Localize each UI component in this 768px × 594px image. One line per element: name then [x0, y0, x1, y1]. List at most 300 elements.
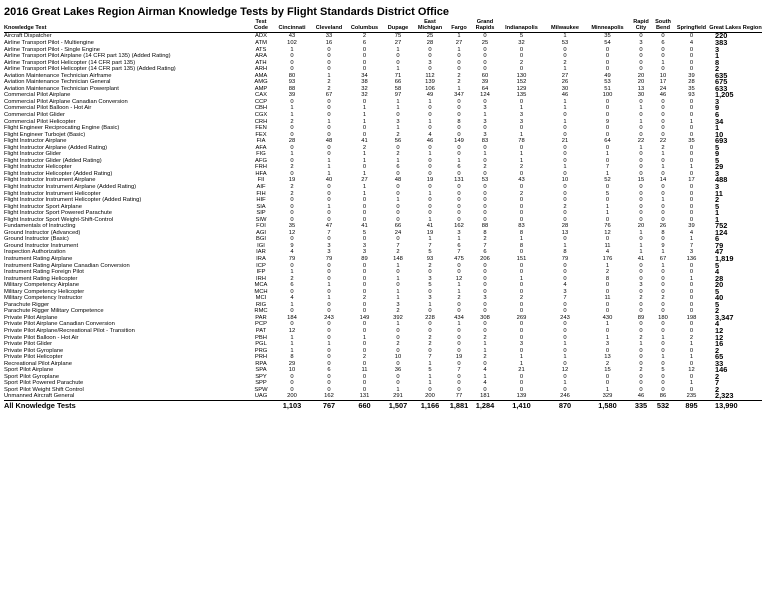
- count-cell: 0: [290, 131, 294, 138]
- test-code-cell: SIW: [255, 216, 267, 223]
- count-cell: 2: [563, 203, 567, 210]
- count-cell: 0: [327, 197, 331, 204]
- count-cell: 3: [457, 229, 461, 236]
- count-cell: 0: [605, 380, 610, 387]
- count-cell: 0: [362, 46, 367, 53]
- test-name-cell: Airline Transport Pilot Helicopter (14 CFR part 135) (Added Rating): [4, 66, 176, 73]
- count-cell: 3: [362, 242, 367, 249]
- count-cell: 22: [659, 138, 667, 145]
- test-name-cell: Flight Instructor Helicopter (Added Rating): [4, 170, 113, 177]
- test-name-cell: Instrument Rating Helicopter: [4, 275, 78, 282]
- region-total-cell: 383: [715, 39, 728, 47]
- count-cell: 0: [639, 347, 643, 354]
- test-name-cell: Commercial Pilot Balloon - Hot Air: [4, 105, 92, 112]
- count-cell: 0: [327, 183, 331, 190]
- count-cell: 0: [563, 334, 567, 341]
- count-cell: 0: [327, 105, 331, 112]
- count-cell: 0: [327, 125, 331, 132]
- count-cell: 2: [290, 183, 294, 190]
- test-code-cell: FEX: [255, 131, 267, 138]
- count-cell: 1: [661, 151, 665, 158]
- count-cell: 0: [661, 118, 665, 125]
- count-cell: 2: [661, 144, 665, 151]
- test-code-cell: SPP: [255, 380, 267, 387]
- count-cell: 0: [639, 386, 643, 393]
- totals-cell: 870: [545, 401, 585, 412]
- count-cell: 1: [290, 341, 294, 348]
- count-cell: 0: [563, 111, 567, 118]
- count-cell: 0: [362, 125, 367, 132]
- count-cell: 0: [639, 131, 643, 138]
- count-cell: 1: [563, 105, 567, 112]
- count-cell: 0: [563, 190, 567, 197]
- count-cell: 0: [290, 125, 294, 132]
- column-header: Springfield: [676, 25, 707, 32]
- count-cell: 3: [519, 118, 524, 125]
- test-code-cell: PAT: [255, 328, 267, 335]
- count-cell: 0: [362, 341, 367, 348]
- count-cell: 0: [563, 131, 567, 138]
- test-name-cell: Airline Transport Pilot Airplane (14 CFR part 135) (Added Rating): [4, 53, 171, 60]
- count-cell: 0: [362, 262, 367, 269]
- region-total-cell: 9: [715, 151, 720, 158]
- test-name-cell: Private Pilot Helicopter: [4, 354, 63, 361]
- count-cell: 0: [483, 125, 487, 132]
- count-cell: 29: [288, 360, 296, 367]
- count-cell: 39: [688, 223, 695, 230]
- count-cell: 1: [457, 282, 461, 289]
- count-cell: 89: [361, 256, 368, 262]
- test-name-cell: Flight Instructor Airplane (Added Rating): [4, 144, 108, 151]
- count-cell: 181: [480, 393, 490, 400]
- test-code-cell: FIH: [256, 190, 266, 197]
- count-cell: 0: [689, 105, 694, 112]
- count-cell: 64: [604, 138, 611, 145]
- count-cell: 0: [563, 347, 567, 354]
- count-cell: 1: [428, 360, 432, 367]
- count-cell: 0: [457, 183, 461, 190]
- count-cell: 1: [661, 354, 665, 361]
- region-total-cell: 6: [715, 111, 720, 119]
- test-code-cell: SPA: [255, 367, 267, 374]
- test-name-cell: Aviation Maintenance Technician Airframe: [4, 72, 112, 79]
- column-header: Rapid City: [633, 19, 649, 32]
- count-cell: 0: [428, 125, 432, 132]
- test-code-cell: RIG: [255, 301, 267, 308]
- count-cell: 162: [324, 393, 334, 400]
- region-total-cell: 34: [715, 118, 724, 126]
- test-code-cell: AMG: [254, 79, 268, 86]
- count-cell: 4: [689, 39, 694, 46]
- count-cell: 0: [457, 170, 461, 177]
- test-code-cell: AGI: [256, 229, 266, 236]
- count-cell: 0: [362, 282, 367, 289]
- count-cell: 0: [290, 216, 294, 223]
- count-cell: 7: [689, 242, 694, 249]
- count-cell: 1: [428, 301, 432, 308]
- count-cell: 1: [661, 249, 665, 256]
- count-cell: 0: [605, 59, 610, 66]
- totals-cell: 1,166: [414, 401, 446, 412]
- count-cell: 0: [661, 275, 665, 282]
- test-code-cell: RMC: [254, 308, 268, 315]
- count-cell: 15: [637, 177, 645, 184]
- test-code-cell: CAX: [255, 92, 267, 99]
- count-cell: 8: [519, 242, 524, 249]
- region-total-cell: 4: [715, 269, 720, 276]
- count-cell: 0: [457, 59, 461, 66]
- count-cell: 0: [483, 157, 487, 164]
- count-cell: 56: [394, 138, 402, 145]
- count-cell: 0: [689, 203, 694, 210]
- count-cell: 0: [689, 59, 694, 66]
- count-cell: 4: [605, 249, 610, 256]
- count-cell: 1: [396, 46, 400, 53]
- count-cell: 0: [689, 111, 694, 118]
- count-cell: 0: [661, 125, 665, 132]
- count-cell: 1: [396, 386, 400, 393]
- count-cell: 38: [361, 79, 368, 86]
- count-cell: 36: [394, 367, 402, 374]
- count-cell: 0: [483, 46, 487, 53]
- count-cell: 2: [519, 59, 524, 66]
- count-cell: 7: [563, 295, 567, 302]
- count-cell: 6: [290, 282, 294, 289]
- test-name-cell: Aviation Maintenance Technician Powerplant: [4, 85, 119, 92]
- count-cell: 0: [483, 183, 487, 190]
- count-cell: 9: [290, 242, 294, 249]
- count-cell: 47: [325, 223, 333, 230]
- count-cell: 0: [639, 157, 643, 164]
- test-code-cell: CCP: [254, 98, 268, 105]
- count-cell: 2: [428, 341, 432, 348]
- count-cell: 17: [659, 79, 667, 86]
- test-name-cell: Flight Instructor Instrument Helicopter: [4, 190, 101, 197]
- count-cell: 2: [689, 334, 694, 341]
- count-cell: 0: [689, 328, 694, 335]
- count-cell: 0: [639, 164, 643, 171]
- count-cell: 0: [428, 347, 432, 354]
- count-cell: 0: [483, 288, 487, 295]
- count-cell: 1: [639, 144, 643, 151]
- count-cell: 0: [483, 98, 487, 105]
- column-header: Great Lakes Region: [709, 25, 762, 32]
- count-cell: 1: [428, 151, 432, 158]
- count-cell: 4: [689, 229, 694, 236]
- count-cell: 0: [327, 190, 331, 197]
- count-cell: 0: [290, 373, 294, 380]
- count-cell: 1: [290, 111, 294, 118]
- region-total-cell: 488: [715, 177, 728, 184]
- test-code-cell: AMP: [254, 85, 268, 92]
- count-cell: 12: [561, 367, 569, 374]
- count-cell: 1: [457, 288, 461, 295]
- count-cell: 0: [327, 236, 331, 243]
- count-cell: 0: [327, 386, 331, 393]
- count-cell: 0: [519, 170, 524, 177]
- region-total-cell: 8: [715, 59, 720, 67]
- count-cell: 8: [457, 118, 461, 125]
- count-cell: 0: [519, 183, 524, 190]
- region-total-cell: 2: [715, 373, 720, 381]
- region-total-cell: 12: [715, 328, 724, 335]
- count-cell: 1: [457, 157, 461, 164]
- count-cell: 1: [428, 190, 432, 197]
- count-cell: 20: [637, 223, 645, 230]
- test-code-cell: IGI: [257, 242, 265, 249]
- count-cell: 0: [362, 236, 367, 243]
- count-cell: 79: [561, 256, 569, 262]
- count-cell: 0: [483, 210, 487, 217]
- count-cell: 0: [457, 360, 461, 367]
- count-cell: 12: [688, 367, 695, 374]
- totals-cell: 1,580: [585, 401, 630, 412]
- count-cell: 71: [394, 72, 402, 79]
- count-cell: 0: [519, 334, 524, 341]
- count-cell: 1: [689, 164, 694, 171]
- test-code-cell: FOI: [256, 223, 266, 230]
- count-cell: 0: [428, 53, 432, 60]
- count-cell: 2: [605, 360, 610, 367]
- count-cell: 28: [688, 79, 695, 86]
- test-code-cell: CGX: [254, 111, 268, 118]
- count-cell: 2: [290, 164, 294, 171]
- count-cell: 1: [605, 386, 610, 393]
- count-cell: 1: [605, 321, 610, 328]
- count-cell: 0: [457, 380, 461, 387]
- count-cell: 0: [428, 203, 432, 210]
- count-cell: 0: [428, 328, 432, 335]
- count-cell: 48: [394, 177, 402, 184]
- region-total-cell: 7: [715, 380, 720, 387]
- count-cell: 83: [518, 223, 525, 230]
- count-cell: 1: [396, 262, 400, 269]
- count-cell: 0: [563, 275, 567, 282]
- count-cell: 1: [563, 341, 567, 348]
- count-cell: 1: [327, 72, 331, 79]
- test-name-cell: Sport Pilot Gyroplane: [4, 373, 60, 380]
- count-cell: 0: [639, 53, 643, 60]
- count-cell: 1: [327, 118, 331, 125]
- test-name-cell: Airline Transport Pilot - Single Engine: [4, 46, 101, 53]
- count-cell: 6: [457, 164, 461, 171]
- region-total-cell: 3,347: [715, 314, 734, 322]
- count-cell: 58: [394, 85, 402, 92]
- count-cell: 0: [689, 321, 694, 328]
- region-total-cell: 65: [715, 354, 724, 361]
- count-cell: 0: [483, 203, 487, 210]
- count-cell: 39: [688, 72, 695, 79]
- column-header: Grand Rapids: [475, 19, 495, 32]
- column-header: Columbus: [350, 25, 379, 32]
- count-cell: 7: [605, 164, 610, 171]
- test-name-cell: Unmanned Aircraft General: [4, 393, 75, 400]
- count-cell: 0: [327, 347, 331, 354]
- count-cell: 0: [563, 236, 567, 243]
- count-cell: 0: [661, 341, 665, 348]
- count-cell: 243: [560, 314, 570, 321]
- count-cell: 139: [516, 393, 527, 400]
- count-cell: 0: [689, 288, 694, 295]
- count-cell: 6: [396, 164, 400, 171]
- count-cell: 35: [288, 223, 296, 230]
- count-cell: 2: [483, 236, 487, 243]
- count-cell: 0: [661, 190, 665, 197]
- count-cell: 0: [661, 66, 665, 73]
- test-code-cell: IRH: [256, 275, 266, 282]
- test-code-cell: SPY: [255, 373, 267, 380]
- count-cell: 3: [327, 249, 331, 256]
- count-cell: 40: [325, 177, 333, 184]
- count-cell: 0: [396, 328, 400, 335]
- count-cell: 0: [689, 170, 694, 177]
- count-cell: 1: [563, 66, 567, 73]
- count-cell: 0: [428, 197, 432, 204]
- count-cell: 7: [457, 367, 461, 374]
- region-total-cell: 1: [715, 210, 720, 217]
- count-cell: 6: [362, 39, 367, 46]
- count-cell: 0: [483, 360, 487, 367]
- count-cell: 3: [519, 111, 524, 118]
- count-cell: 0: [483, 275, 487, 282]
- test-code-cell: AIF: [256, 183, 266, 190]
- count-cell: 102: [287, 39, 297, 46]
- test-name-cell: Commercial Pilot Airplane Canadian Conversion: [4, 98, 128, 105]
- count-cell: 26: [561, 79, 569, 86]
- count-cell: 149: [454, 138, 464, 145]
- count-cell: 0: [563, 197, 567, 204]
- count-cell: 0: [605, 53, 610, 60]
- test-code-cell: FRH: [255, 164, 267, 171]
- count-cell: 86: [659, 393, 667, 400]
- count-cell: 1: [362, 170, 367, 177]
- count-cell: 1: [689, 341, 694, 348]
- count-cell: 0: [639, 321, 643, 328]
- count-cell: 0: [290, 236, 294, 243]
- knowledge-tests-table: [4, 19, 762, 411]
- count-cell: 1: [396, 197, 400, 204]
- region-total-cell: 5: [715, 288, 720, 296]
- count-cell: 0: [457, 262, 461, 269]
- count-cell: 0: [661, 98, 665, 105]
- region-total-cell: 635: [715, 72, 728, 80]
- count-cell: 0: [362, 216, 367, 223]
- count-cell: 0: [519, 321, 524, 328]
- count-cell: 135: [516, 92, 527, 99]
- count-cell: 1: [428, 118, 432, 125]
- count-cell: 28: [426, 39, 434, 46]
- count-cell: 243: [324, 314, 334, 321]
- count-cell: 8: [290, 354, 294, 361]
- count-cell: 2: [362, 295, 367, 302]
- count-cell: 93: [288, 79, 296, 86]
- count-cell: 0: [327, 354, 331, 361]
- count-cell: 0: [519, 144, 524, 151]
- count-cell: 0: [639, 203, 643, 210]
- count-cell: 52: [604, 177, 611, 184]
- count-cell: 0: [689, 197, 694, 204]
- count-cell: 0: [689, 66, 694, 73]
- count-cell: 13: [604, 354, 611, 361]
- count-cell: 0: [689, 190, 694, 197]
- count-cell: 1: [290, 269, 294, 276]
- count-cell: 149: [359, 314, 370, 321]
- count-cell: 0: [362, 59, 367, 66]
- count-cell: 35: [688, 85, 695, 92]
- column-header: Cleveland: [315, 25, 343, 32]
- column-header: Minneapolis: [591, 25, 624, 32]
- count-cell: 1: [457, 33, 461, 40]
- count-cell: 0: [428, 144, 432, 151]
- count-cell: 0: [563, 262, 567, 269]
- totals-row: [4, 401, 762, 412]
- region-total-cell: 33: [715, 360, 724, 368]
- count-cell: 0: [327, 301, 331, 308]
- test-name-cell: Private Pilot Glider: [4, 341, 53, 348]
- count-cell: 0: [661, 33, 665, 40]
- count-cell: 0: [661, 46, 665, 53]
- count-cell: 0: [327, 380, 331, 387]
- count-cell: 0: [563, 216, 567, 223]
- test-code-cell: PRG: [254, 347, 268, 354]
- count-cell: 6: [457, 242, 461, 249]
- count-cell: 0: [290, 59, 294, 66]
- count-cell: 0: [689, 131, 694, 138]
- count-cell: 1: [483, 341, 487, 348]
- region-total-cell: 1,819: [715, 256, 734, 263]
- count-cell: 64: [481, 85, 489, 92]
- header-row: [4, 19, 762, 33]
- count-cell: 66: [394, 223, 402, 230]
- count-cell: 22: [637, 138, 645, 145]
- count-cell: 0: [689, 33, 694, 40]
- count-cell: 0: [362, 301, 367, 308]
- count-cell: 49: [604, 72, 611, 79]
- test-code-cell: MCA: [254, 282, 268, 289]
- region-total-cell: 5: [715, 301, 720, 309]
- totals-cell: 660: [347, 401, 382, 412]
- count-cell: 0: [639, 33, 643, 40]
- count-cell: 32: [361, 85, 368, 92]
- count-cell: 1: [519, 105, 524, 112]
- count-cell: 27: [361, 177, 368, 184]
- count-cell: 10: [561, 177, 569, 184]
- count-cell: 0: [457, 203, 461, 210]
- count-cell: 7: [457, 249, 461, 256]
- test-name-cell: Parachute Rigger Military Competence: [4, 308, 104, 315]
- count-cell: 1: [327, 203, 331, 210]
- count-cell: 0: [519, 328, 524, 335]
- count-cell: 0: [290, 210, 294, 217]
- count-cell: 0: [689, 98, 694, 105]
- count-cell: 0: [519, 262, 524, 269]
- count-cell: 0: [428, 111, 432, 118]
- count-cell: 1: [605, 334, 610, 341]
- test-name-cell: Sport Pilot Weight Shift Control: [4, 386, 84, 393]
- count-cell: 1: [362, 183, 367, 190]
- column-header: Cincinnati: [278, 25, 306, 32]
- count-cell: 0: [661, 183, 665, 190]
- region-total-cell: 5: [715, 144, 720, 152]
- count-cell: 2: [457, 72, 461, 79]
- count-cell: 0: [605, 144, 610, 151]
- count-cell: 53: [481, 177, 489, 184]
- count-cell: 6: [327, 367, 331, 374]
- count-cell: 0: [327, 131, 331, 138]
- count-cell: 4: [290, 249, 294, 256]
- count-cell: 2: [457, 295, 461, 302]
- count-cell: 1: [457, 321, 461, 328]
